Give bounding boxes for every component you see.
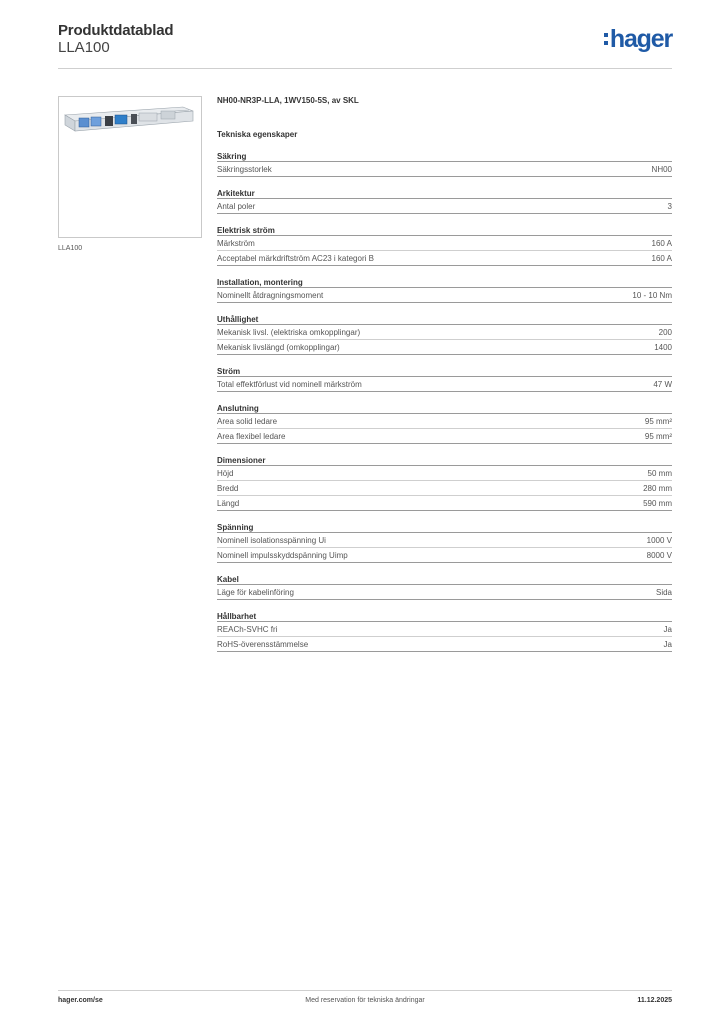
spec-row <box>217 466 672 481</box>
spec-label: Nominell impulsskyddspänning Uimp <box>217 550 348 560</box>
switch-disconnector-illustration <box>59 97 201 237</box>
spec-row <box>217 288 672 303</box>
spec-section-title: Elektrisk ström <box>217 225 672 236</box>
logo-dots-icon <box>604 33 608 45</box>
spec-value: Ja <box>663 639 672 649</box>
spec-label: Nominell isolationsspänning Ui <box>217 535 326 545</box>
spec-label: Läge för kabelinföring <box>217 587 294 597</box>
spec-row <box>217 340 672 355</box>
spec-section <box>217 403 672 444</box>
spec-section <box>217 611 672 652</box>
spec-label: Acceptabel märkdriftström AC23 i kategori B <box>217 253 374 263</box>
footer-divider <box>58 990 672 991</box>
spec-section-title: Installation, montering <box>217 277 672 288</box>
spec-value: 8000 V <box>646 550 672 560</box>
spec-row <box>217 199 672 214</box>
spec-section-title: Hållbarhet <box>217 611 672 622</box>
spec-row <box>217 325 672 340</box>
spec-section <box>217 455 672 511</box>
spec-section <box>217 314 672 355</box>
spec-value: 95 mm² <box>644 431 672 441</box>
hager-logo <box>604 24 672 54</box>
product-image-caption: LLA100 <box>58 245 83 252</box>
logo-text: hager <box>609 24 672 53</box>
spec-row <box>217 496 672 511</box>
footer-website: hager.com/se <box>58 997 103 1004</box>
technical-properties-heading: Tekniska egenskaper <box>217 130 298 139</box>
spec-label: Höjd <box>217 468 234 478</box>
spec-sections <box>217 151 672 652</box>
spec-section-title: Kabel <box>217 574 672 585</box>
spec-label: Antal poler <box>217 201 256 211</box>
spec-label: Total effektförlust vid nominell märkström <box>217 379 362 389</box>
spec-section <box>217 574 672 600</box>
spec-label: RoHS-överensstämmelse <box>217 639 309 649</box>
spec-value: 47 W <box>653 379 672 389</box>
spec-value: 200 <box>658 327 672 337</box>
spec-row <box>217 377 672 392</box>
spec-label: Area solid ledare <box>217 416 278 426</box>
spec-section-title: Spänning <box>217 522 672 533</box>
footer-note: Med reservation för tekniska ändringar <box>305 997 425 1004</box>
spec-label: Längd <box>217 498 240 508</box>
spec-section <box>217 225 672 266</box>
spec-value: 160 A <box>651 238 672 248</box>
spec-value: 1400 <box>654 342 672 352</box>
spec-row <box>217 585 672 600</box>
spec-section <box>217 277 672 303</box>
spec-section <box>217 522 672 563</box>
product-specifications <box>217 96 672 652</box>
spec-row <box>217 251 672 266</box>
spec-section <box>217 366 672 392</box>
spec-label: Märkström <box>217 238 255 248</box>
spec-value: 10 - 10 Nm <box>632 290 672 300</box>
header-divider <box>58 68 672 69</box>
spec-row <box>217 236 672 251</box>
spec-value: 1000 V <box>646 535 672 545</box>
spec-section <box>217 188 672 214</box>
spec-row <box>217 429 672 444</box>
spec-section <box>217 151 672 177</box>
spec-section-title: Ström <box>217 366 672 377</box>
spec-section-title: Dimensioner <box>217 455 672 466</box>
spec-label: REACh-SVHC fri <box>217 624 278 634</box>
spec-value: 160 A <box>651 253 672 263</box>
spec-value: 95 mm² <box>644 416 672 426</box>
page-header <box>58 20 672 70</box>
spec-label: Säkringsstorlek <box>217 164 272 174</box>
spec-row <box>217 414 672 429</box>
spec-label: Bredd <box>217 483 239 493</box>
product-image <box>58 96 202 238</box>
document-title: Produktdatablad <box>58 22 174 39</box>
spec-label: Mekanisk livslängd (omkopplingar) <box>217 342 340 352</box>
spec-value: Ja <box>663 624 672 634</box>
spec-row <box>217 637 672 652</box>
spec-row <box>217 481 672 496</box>
spec-row <box>217 548 672 563</box>
spec-value: 590 mm <box>643 498 672 508</box>
spec-label: Mekanisk livsl. (elektriska omkopplingar) <box>217 327 361 337</box>
spec-section-title: Arkitektur <box>217 188 672 199</box>
page-footer <box>58 997 672 1009</box>
document-subtitle: LLA100 <box>58 39 110 56</box>
spec-value: 280 mm <box>643 483 672 493</box>
spec-label: Nominellt åtdragningsmoment <box>217 290 324 300</box>
product-description: NH00-NR3P-LLA, 1WV150-5S, av SKL <box>217 96 359 105</box>
spec-section-title: Säkring <box>217 151 672 162</box>
footer-date: 11.12.2025 <box>637 997 672 1004</box>
spec-row <box>217 622 672 637</box>
spec-label: Area flexibel ledare <box>217 431 286 441</box>
spec-value: 3 <box>667 201 672 211</box>
spec-row <box>217 162 672 177</box>
spec-row <box>217 533 672 548</box>
spec-section-title: Anslutning <box>217 403 672 414</box>
spec-value: 50 mm <box>647 468 672 478</box>
spec-value: Sida <box>655 587 672 597</box>
spec-section-title: Uthållighet <box>217 314 672 325</box>
spec-value: NH00 <box>651 164 672 174</box>
